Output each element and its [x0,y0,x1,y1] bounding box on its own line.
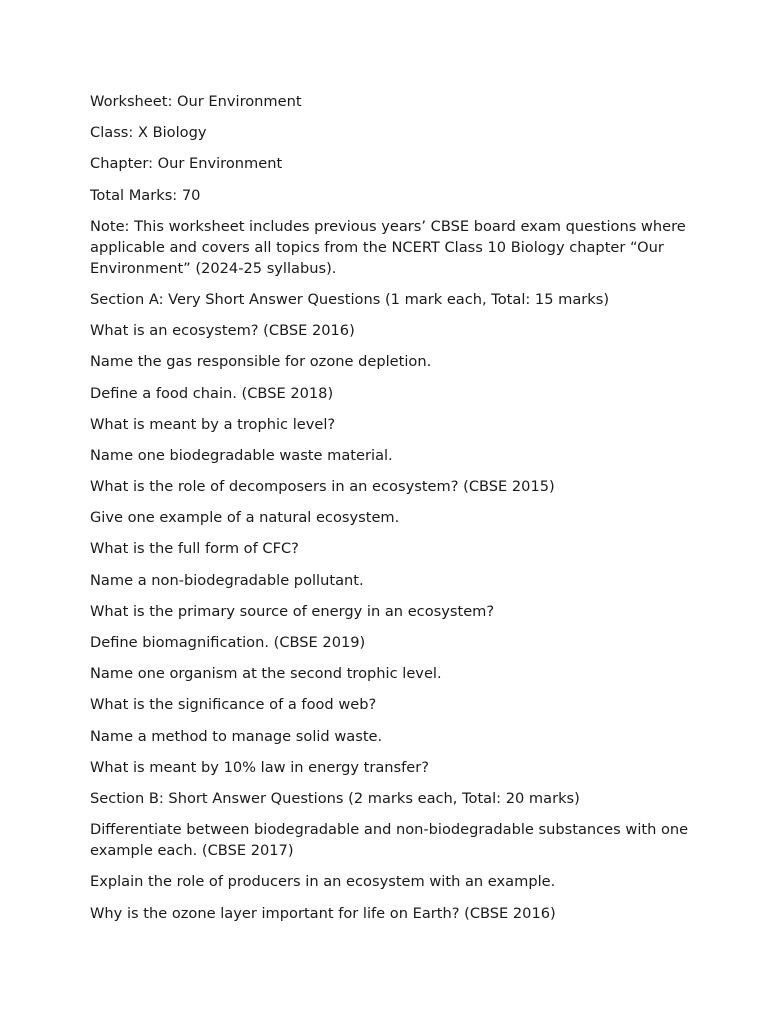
question-item: What is the role of decomposers in an ecosystem? (CBSE 2015) [90,478,555,496]
question-item: Explain the role of producers in an ecosystem with an example. [90,873,556,891]
chapter-line: Chapter: Our Environment [90,155,283,173]
question-item: What is meant by 10% law in energy transfer? [90,758,430,776]
question-item: What is an ecosystem? (CBSE 2016) [90,322,355,340]
question-item: Differentiate between biodegradable and non-biodegradable substances with one example each. (CBSE 2017) [90,821,689,860]
section-a-heading: Section A: Very Short Answer Questions (1 mark each, Total: 15 marks) [90,290,610,308]
worksheet-title: Worksheet: Our Environment [90,93,302,110]
question-item: Define a food chain. (CBSE 2018) [90,384,334,402]
question-item: What is the primary source of energy in an ecosystem? [90,602,495,620]
class-line: Class: X Biology [90,124,207,142]
note-paragraph: Note: This worksheet includes previous years’ CBSE board exam questions where applicable and covers all topics from the NCERT Class 10 Biology chapter “Our Environment” (2024-25 syllabus). [90,217,686,277]
worksheet-body [90,91,690,934]
question-item: Define biomagnification. (CBSE 2019) [90,634,366,651]
question-item: Name a method to manage solid waste. [90,727,383,745]
question-item: What is the significance of a food web? [90,696,377,714]
question-item: Give one example of a natural ecosystem. [90,509,400,527]
question-item: Name one biodegradable waste material. [90,446,393,464]
question-item: Why is the ozone layer important for life on Earth? (CBSE 2016) [90,904,556,922]
question-item: Name one organism at the second trophic level. [90,665,442,683]
question-item: What is the full form of CFC? [90,540,299,558]
question-item: Name a non-biodegradable pollutant. [90,571,364,589]
question-item: What is meant by a trophic level? [90,415,336,433]
question-item: Name the gas responsible for ozone depletion. [90,353,432,371]
total-marks-line: Total Marks: 70 [90,186,201,204]
section-b-heading: Section B: Short Answer Questions (2 marks each, Total: 20 marks) [90,789,580,807]
